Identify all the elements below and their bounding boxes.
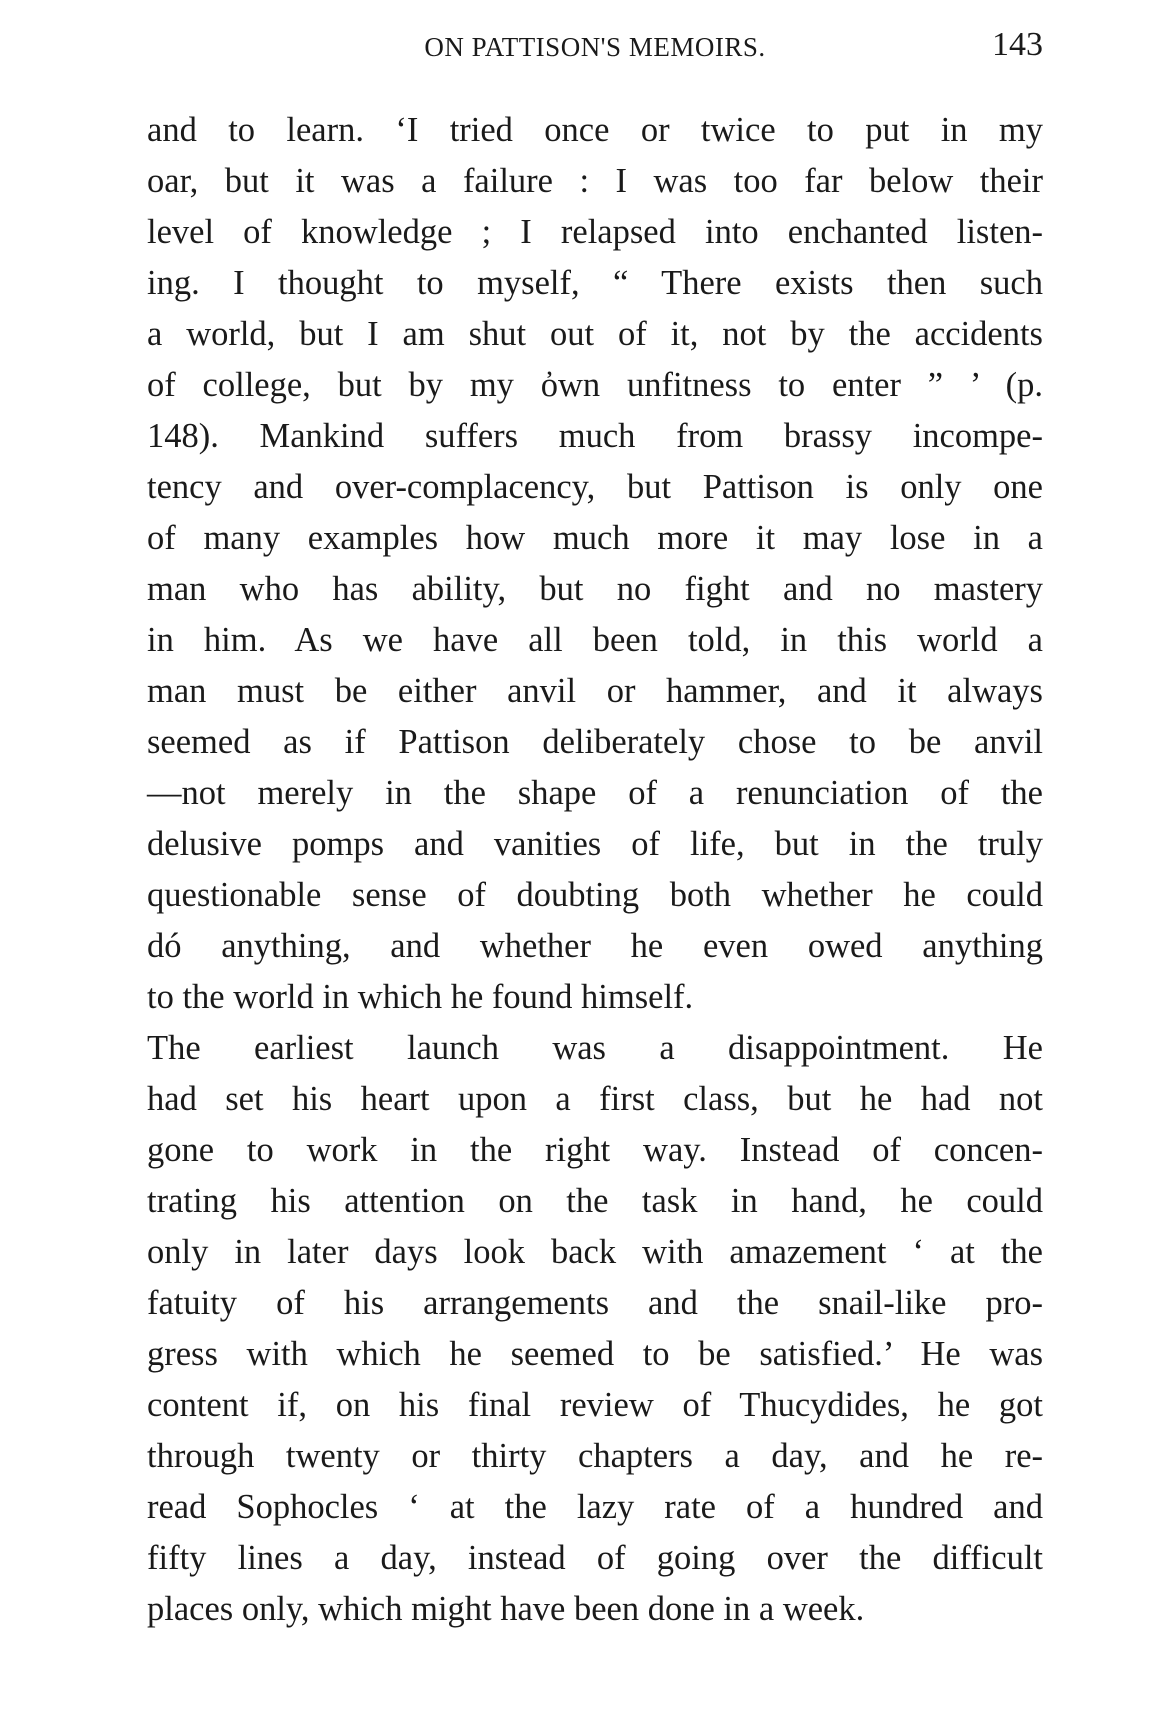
page-header: [147, 22, 1043, 72]
text-line: fatuity of his arrangements and the snail-like pro-: [147, 1284, 1043, 1322]
text-line: had set his heart upon a first class, but he had not: [147, 1080, 1043, 1118]
text-line: of many examples how much more it may lose in a: [147, 519, 1043, 557]
text-line: gone to work in the right way. Instead of concen-: [147, 1131, 1043, 1169]
text-line: seemed as if Pattison deliberately chose to be anvil: [147, 723, 1043, 761]
text-line: gress with which he seemed to be satisfied.’ He was: [147, 1335, 1043, 1373]
text-line: man must be either anvil or hammer, and it always: [147, 672, 1043, 710]
page-number: 143: [992, 26, 1043, 63]
text-line: The earliest launch was a disappointment. He: [147, 1029, 1043, 1067]
text-line: and to learn. ‘I tried once or twice to put in my: [147, 111, 1043, 149]
text-line: in him. As we have all been told, in this world a: [147, 621, 1043, 659]
text-line: oar, but it was a failure : I was too far below their: [147, 162, 1043, 200]
paragraph: [147, 105, 1043, 1023]
text-line: questionable sense of doubting both whether he could: [147, 876, 1043, 914]
text-line: dó anything, and whether he even owed anything: [147, 927, 1043, 965]
text-line: of college, but by my ὀwn unfitness to enter ” ’ (p.: [147, 366, 1043, 404]
text-line: to the world in which he found himself.: [147, 978, 694, 1016]
text-line: man who has ability, but no fight and no mastery: [147, 570, 1043, 608]
text-line: through twenty or thirty chapters a day, and he re-: [147, 1437, 1043, 1475]
text-line: —not merely in the shape of a renunciation of the: [147, 774, 1043, 812]
body-text: [147, 105, 1043, 1635]
text-line: trating his attention on the task in hand, he could: [147, 1182, 1043, 1220]
text-line: a world, but I am shut out of it, not by the accidents: [147, 315, 1043, 353]
text-line: places only, which might have been done in a week.: [147, 1590, 865, 1628]
paragraph: [147, 1023, 1043, 1635]
text-line: ing. I thought to myself, “ There exists then such: [147, 264, 1043, 302]
text-line: read Sophocles ‘ at the lazy rate of a hundred and: [147, 1488, 1043, 1526]
text-line: fifty lines a day, instead of going over the difficult: [147, 1539, 1043, 1577]
text-line: delusive pomps and vanities of life, but in the truly: [147, 825, 1043, 863]
running-title: ON PATTISON'S MEMOIRS.: [424, 32, 766, 62]
text-line: 148). Mankind suffers much from brassy incompe-: [147, 417, 1043, 455]
text-line: level of knowledge ; I relapsed into enchanted listen-: [147, 213, 1043, 251]
text-line: only in later days look back with amazement ‘ at the: [147, 1233, 1043, 1271]
text-line: tency and over-complacency, but Pattison is only one: [147, 468, 1043, 506]
text-line: content if, on his final review of Thucydides, he got: [147, 1386, 1043, 1424]
